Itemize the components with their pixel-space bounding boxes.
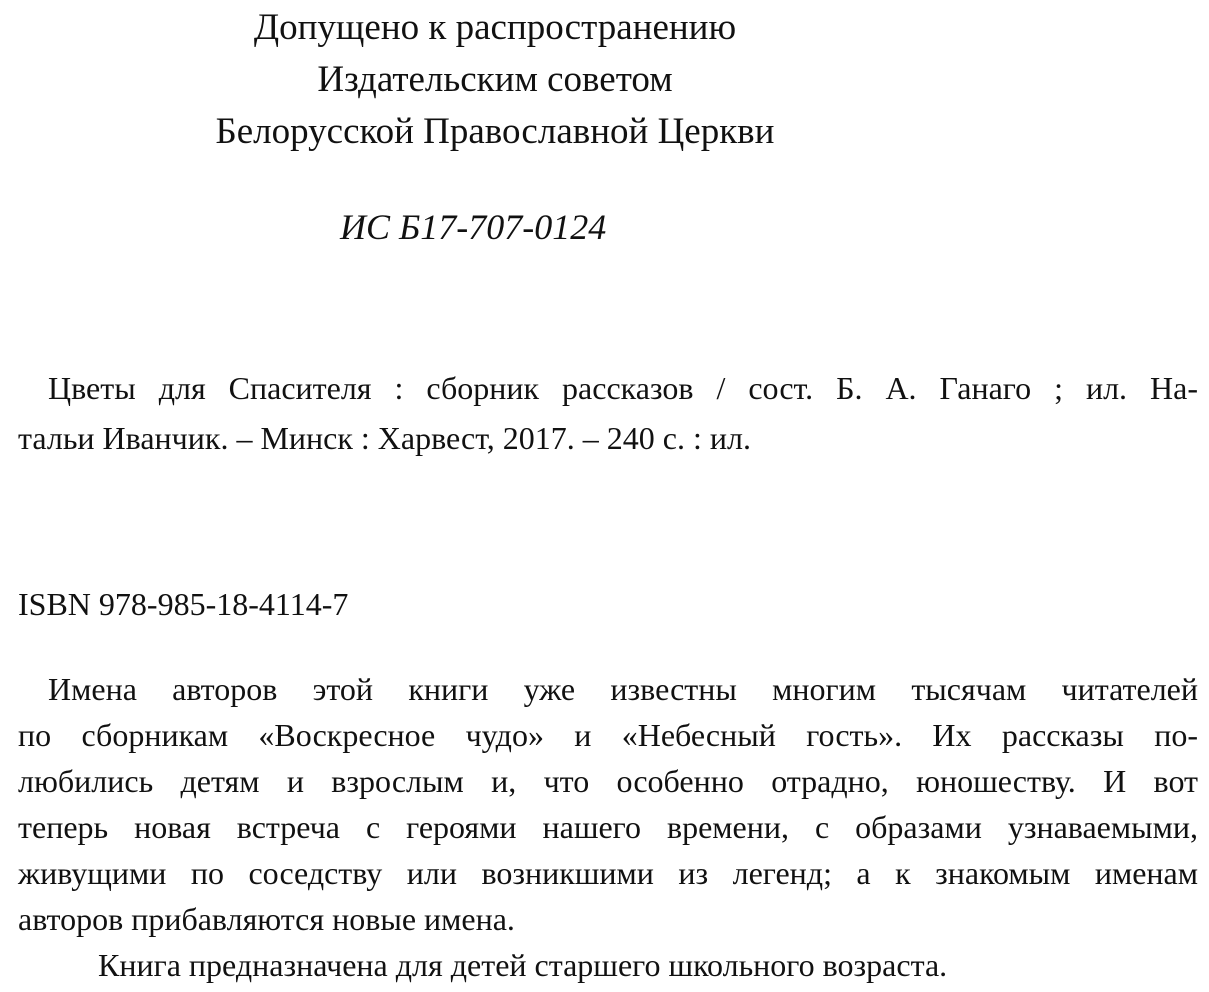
approval-line: Белорусской Православной Церкви xyxy=(215,111,775,152)
approval-line: Допущено к распространению xyxy=(253,7,737,48)
approval-statement xyxy=(0,2,990,158)
bibliographic-record xyxy=(18,363,1198,463)
annotation-line: живущими по соседству или возникшими из легенд; а к знакомым именам xyxy=(18,855,1198,891)
bibliographic-line: Цветы для Спасителя : сборник рассказов / сост. Б. А. Ганаго ; ил. На- xyxy=(48,370,1198,406)
annotation-line: Имена авторов этой книги уже известны многим тысячам читателей xyxy=(48,671,1198,707)
annotation-line: по сборникам «Воскресное чудо» и «Небесный гость». Их рассказы по- xyxy=(18,717,1198,753)
approval-line: Издательским советом xyxy=(317,59,673,100)
approval-code: ИС Б17-707-0124 xyxy=(340,207,607,247)
audience-note: Книга предназначена для детей старшего школьного возраста. xyxy=(98,947,948,983)
annotation-line: любились детям и взрослым и, что особенно отрадно, юношеству. И вот xyxy=(18,763,1198,799)
bibliographic-line: тальи Иванчик. – Минск : Харвест, 2017. – 240 с. : ил. xyxy=(18,420,751,456)
annotation-line: теперь новая встреча с героями нашего времени, с образами узнаваемыми, xyxy=(18,809,1198,845)
isbn: ISBN 978-985-18-4114-7 xyxy=(18,586,349,622)
annotation-line: авторов прибавляются новые имена. xyxy=(18,901,515,937)
annotation xyxy=(18,666,1198,988)
